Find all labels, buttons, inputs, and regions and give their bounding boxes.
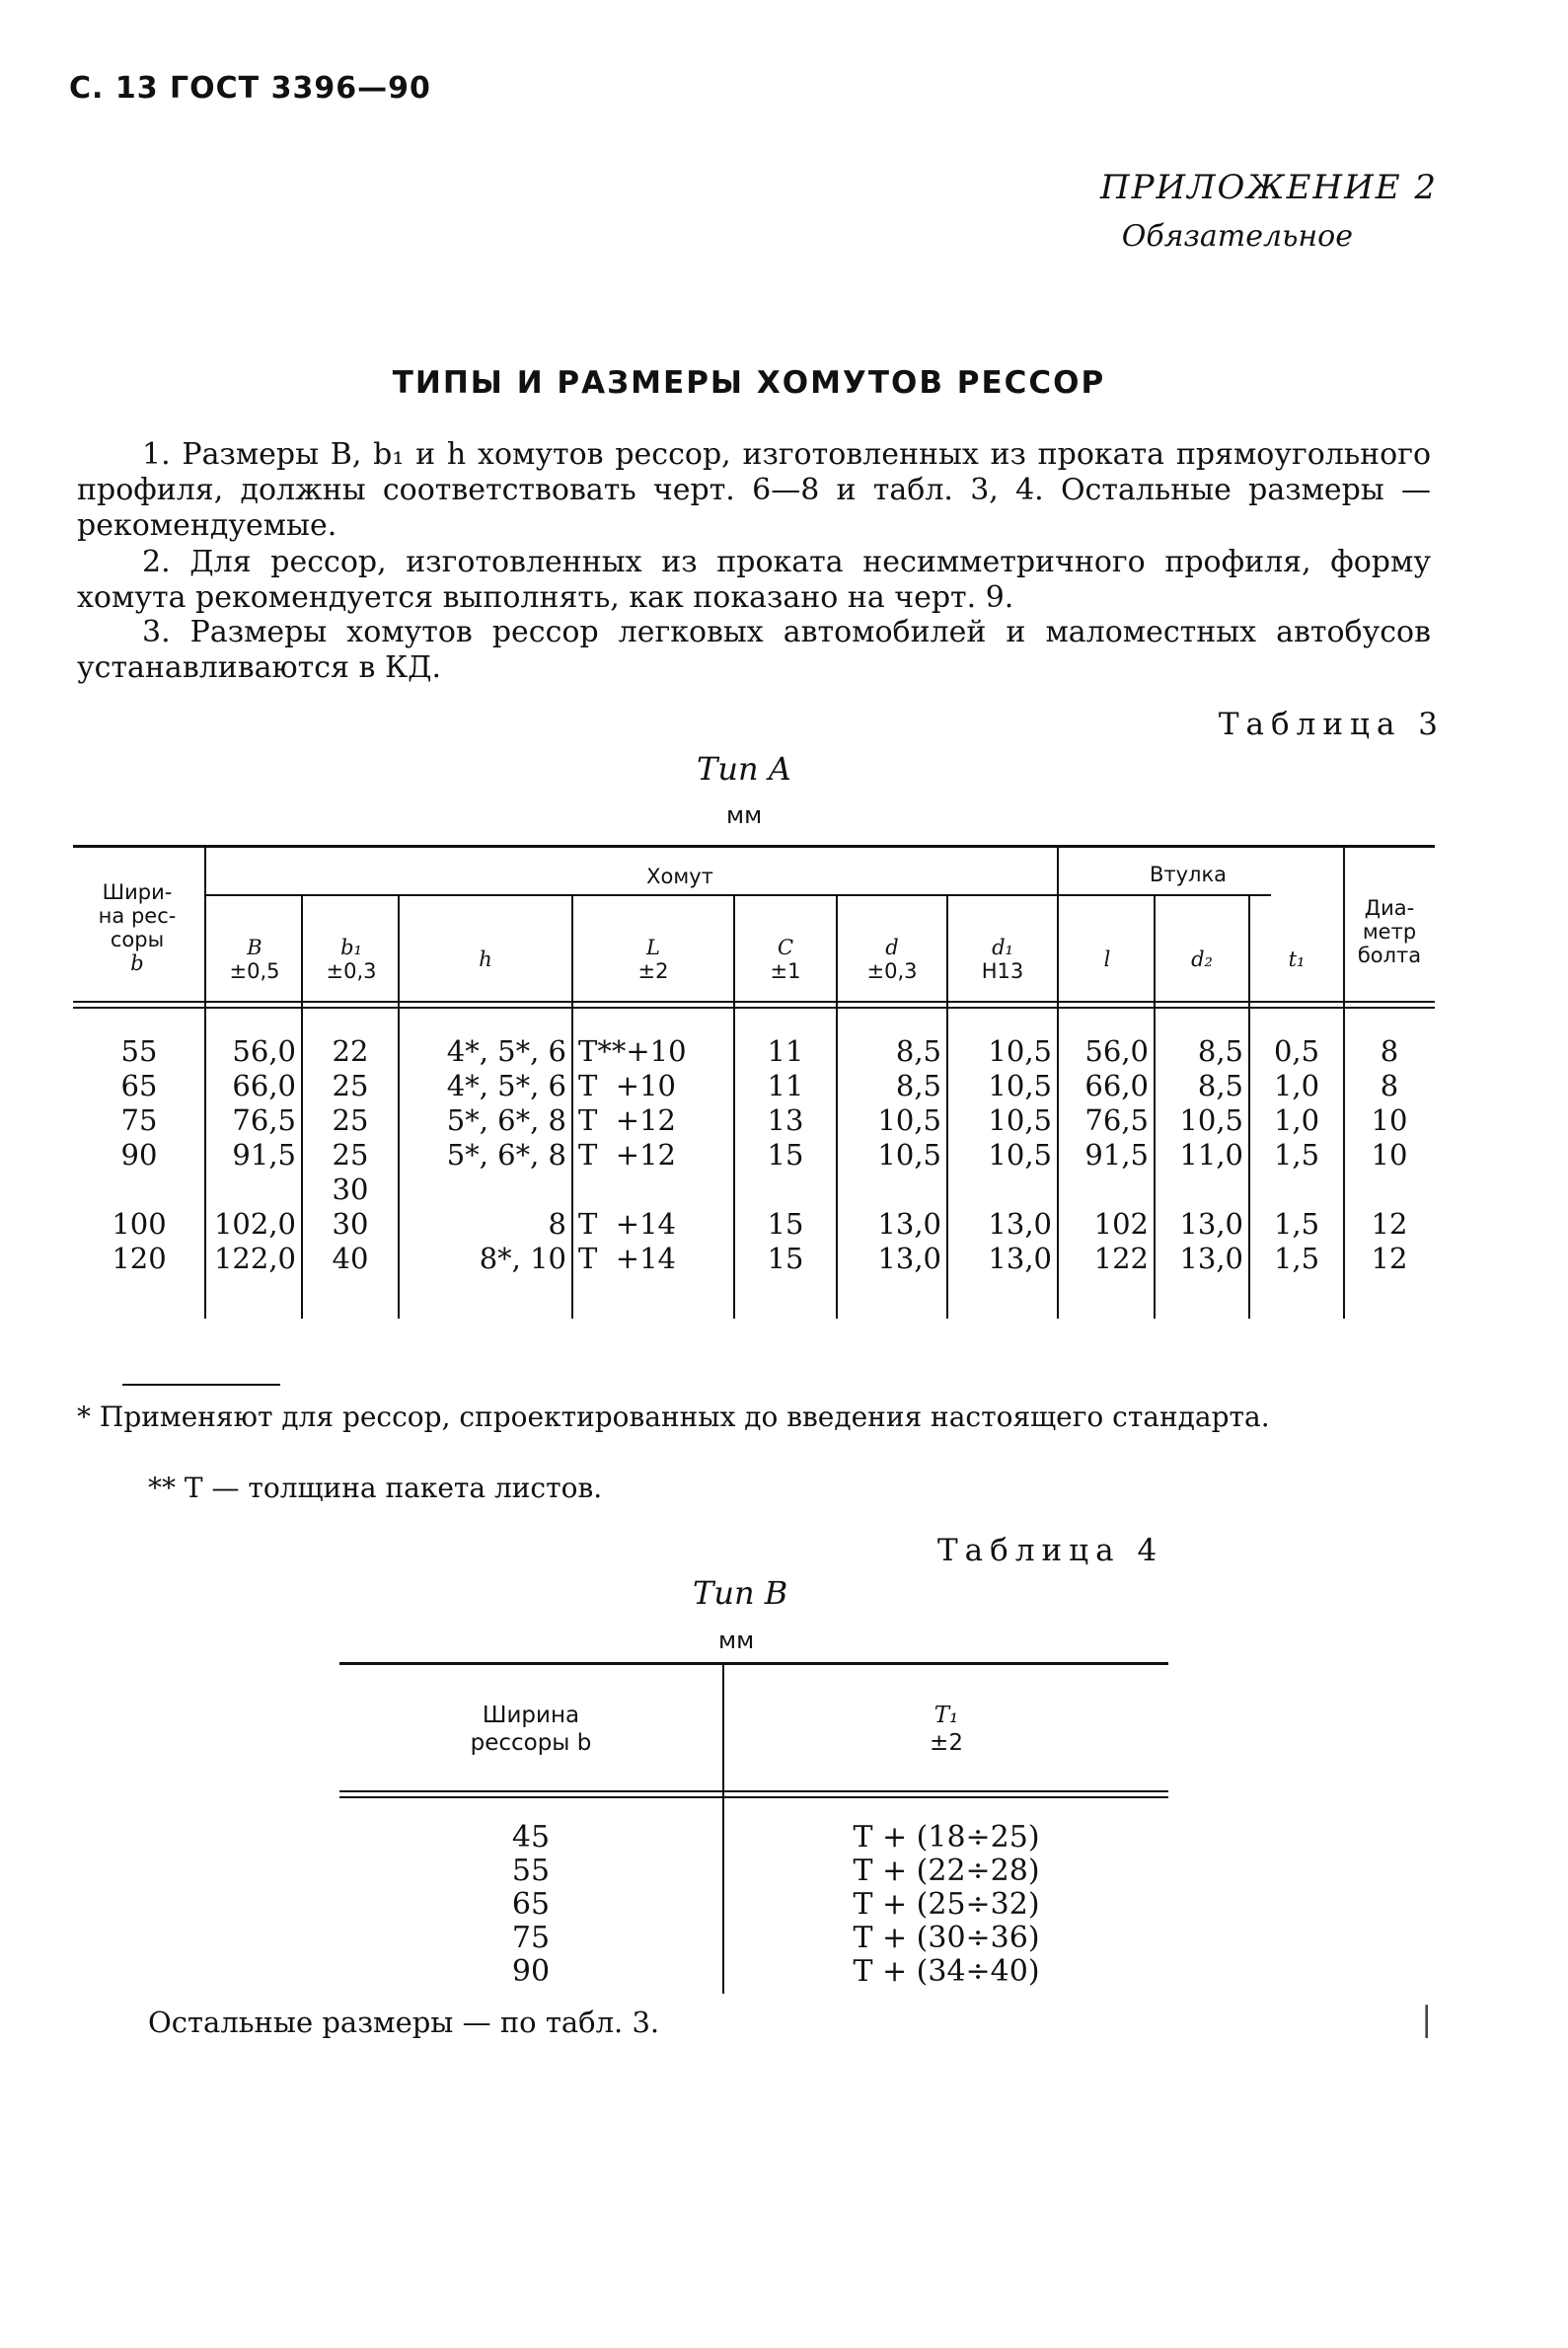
- table3-cell-b: 120: [112, 1242, 167, 1275]
- table3-cell-h: 5*, 6*, 8: [446, 1138, 566, 1172]
- header-C: C ±1: [770, 936, 801, 983]
- table3-units: мм: [726, 801, 763, 829]
- table3-cell-d2: 8,5: [1197, 1069, 1243, 1102]
- table3-cell-L: T +14: [578, 1207, 676, 1241]
- table3-cell-d2: 8,5: [1197, 1034, 1243, 1068]
- table3-cell-t1: 1,5: [1273, 1242, 1320, 1275]
- table3-cell-d: 13,0: [877, 1242, 941, 1275]
- header-T1: T₁ ±2: [930, 1703, 963, 1756]
- closing-note: Остальные размеры — по табл. 3.: [148, 2006, 660, 2039]
- header-d2: d₂: [1191, 947, 1213, 971]
- table4-cell-T1: T + (30÷36): [853, 1921, 1040, 1955]
- table3-cell-d2: 11,0: [1179, 1138, 1243, 1172]
- header-b1: b₁ ±0,3: [326, 936, 377, 983]
- header-B: B ±0,5: [229, 936, 280, 983]
- table-column-rule: [1154, 894, 1156, 1319]
- table3-cell-h: 8*, 10: [479, 1242, 566, 1275]
- table3-cell-t1: 1,5: [1273, 1138, 1320, 1172]
- table3-cell-h: 5*, 6*, 8: [446, 1103, 566, 1137]
- footnote-rule: [122, 1384, 280, 1386]
- table-column-rule: [733, 894, 735, 1319]
- table-column-rule: [1343, 845, 1345, 1319]
- table3-cell-b1: 25: [332, 1069, 369, 1102]
- table3-cell-d2: 13,0: [1179, 1242, 1243, 1275]
- table-column-rule: [301, 894, 303, 1319]
- table4-cell-T1: T + (25÷32): [853, 1887, 1040, 1922]
- table-rule: [339, 1662, 1168, 1665]
- table3-cell-d1: 13,0: [988, 1207, 1052, 1241]
- table3-cell-t1: 1,0: [1273, 1069, 1320, 1102]
- paragraph-2: 2. Для рессор, изготовленных из проката несимметричного профиля, форму хомута рекомендуется выполнять, как показано на черт. 9.: [77, 545, 1431, 615]
- table3-cell-l: 66,0: [1084, 1069, 1149, 1102]
- table3-cell-t1: 1,5: [1273, 1207, 1320, 1241]
- table3-cell-b: 90: [120, 1138, 158, 1172]
- table3-cell-d1: 10,5: [988, 1138, 1052, 1172]
- table-rule: [73, 1007, 1435, 1009]
- table4-cell-width: 90: [511, 1954, 551, 1989]
- table3-cell-d: 13,0: [877, 1207, 941, 1241]
- table3-cell-d2: 13,0: [1179, 1207, 1243, 1241]
- table3-cell-B: 122,0: [213, 1242, 296, 1275]
- table4-cell-T1: T + (22÷28): [853, 1854, 1040, 1888]
- table4-cell-T1: T + (34÷40): [853, 1954, 1040, 1989]
- table3-cell-d1: 10,5: [988, 1034, 1052, 1068]
- table3-cell-bolt: 10: [1371, 1138, 1408, 1172]
- header-l: l: [1103, 947, 1111, 971]
- page-header: С. 13 ГОСТ 3396—90: [69, 71, 431, 106]
- table3-cell-L: T +12: [578, 1103, 676, 1137]
- table-column-rule: [1057, 845, 1059, 1319]
- table3-cell-bolt: 12: [1371, 1207, 1408, 1241]
- table3-cell-C: 15: [767, 1207, 804, 1241]
- table-rule: [205, 894, 1271, 896]
- table3-type: Тип A: [697, 750, 791, 788]
- paragraph-1: 1. Размеры B, b₁ и h хомутов рессор, изготовленных из проката прямоугольного профиля, должны соответствовать черт. 6—8 и табл. 3, 4. Остальные размеры — рекомендуемые.: [77, 437, 1431, 543]
- table4-cell-width: 75: [511, 1921, 551, 1955]
- table3-cell-B: 76,5: [232, 1103, 296, 1137]
- appendix-title: ПРИЛОЖЕНИЕ 2: [1099, 168, 1438, 207]
- table3-cell-B: 102,0: [213, 1207, 296, 1241]
- table3-cell-C: 13: [767, 1103, 804, 1137]
- table3-cell-d2: 10,5: [1179, 1103, 1243, 1137]
- table-rule: [339, 1796, 1168, 1798]
- table3-cell-L: T +14: [578, 1242, 676, 1275]
- table3-cell-bolt: 8: [1380, 1034, 1399, 1068]
- table3-cell-b1: 30: [332, 1173, 369, 1206]
- table4-units: мм: [718, 1627, 755, 1654]
- table4-cell-width: 55: [511, 1854, 551, 1888]
- table3-cell-b: 65: [120, 1069, 158, 1102]
- table4-label: Таблица 4: [937, 1533, 1164, 1568]
- table-rule: [73, 1001, 1435, 1003]
- table4-cell-width: 65: [511, 1887, 551, 1922]
- table3-cell-C: 15: [767, 1242, 804, 1275]
- table3-cell-h: 4*, 5*, 6: [446, 1034, 566, 1068]
- table3-cell-b1: 22: [332, 1034, 369, 1068]
- table3-cell-h: 8: [548, 1207, 566, 1241]
- table3-cell-d: 10,5: [877, 1138, 941, 1172]
- table-column-rule: [1248, 894, 1250, 1319]
- header-d1: d₁ H13: [981, 936, 1024, 983]
- table-column-rule: [836, 894, 838, 1319]
- table-rule: [73, 845, 1435, 848]
- table3-cell-C: 15: [767, 1138, 804, 1172]
- header-d: d ±0,3: [866, 936, 918, 983]
- appendix-status: Обязательное: [1121, 219, 1353, 254]
- table3-cell-l: 122: [1093, 1242, 1149, 1275]
- header-h: h: [479, 947, 492, 971]
- table3-cell-B: 56,0: [232, 1034, 296, 1068]
- table-rule: [339, 1790, 1168, 1792]
- table3-cell-C: 11: [767, 1069, 804, 1102]
- table3-cell-h: 4*, 5*, 6: [446, 1069, 566, 1102]
- table3-cell-d1: 10,5: [988, 1069, 1052, 1102]
- header-width: Шири- на рес- соры b: [98, 880, 177, 975]
- table3-cell-d1: 10,5: [988, 1103, 1052, 1137]
- table3-cell-L: T +12: [578, 1138, 676, 1172]
- table3-cell-bolt: 10: [1371, 1103, 1408, 1137]
- table-column-rule: [571, 894, 573, 1319]
- table-column-rule: [204, 845, 206, 1319]
- table3-cell-b: 55: [120, 1034, 158, 1068]
- table-column-rule: [946, 894, 948, 1319]
- table3-cell-B: 66,0: [232, 1069, 296, 1102]
- table3-cell-L: T**+10: [578, 1034, 687, 1068]
- table3-cell-t1: 0,5: [1273, 1034, 1320, 1068]
- table3-cell-l: 102: [1093, 1207, 1149, 1241]
- footnote-1: * Применяют для рессор, спроектированных до введения настоящего стандарта.: [77, 1401, 1270, 1433]
- table3-cell-l: 91,5: [1084, 1138, 1149, 1172]
- table3-label: Таблица 3: [1218, 707, 1445, 742]
- table3-cell-L: T +10: [578, 1069, 676, 1102]
- table4-cell-T1: T + (18÷25): [853, 1820, 1040, 1855]
- table3-cell-b1: 30: [332, 1207, 369, 1241]
- table3-cell-b: 100: [112, 1207, 167, 1241]
- table-column-rule: [398, 894, 400, 1319]
- table3-cell-bolt: 12: [1371, 1242, 1408, 1275]
- table3-cell-d1: 13,0: [988, 1242, 1052, 1275]
- footnote-2: ** T — толщина пакета листов.: [148, 1472, 603, 1504]
- table3-cell-b: 75: [120, 1103, 158, 1137]
- header-t1: t₁: [1288, 947, 1306, 971]
- header-L: L ±2: [637, 936, 669, 983]
- table3-cell-b1: 25: [332, 1103, 369, 1137]
- section-title: ТИПЫ И РАЗМЕРЫ ХОМУТОВ РЕССОР: [392, 365, 1106, 401]
- table3-cell-C: 11: [767, 1034, 804, 1068]
- table3-cell-d: 8,5: [895, 1034, 941, 1068]
- group-clamp: Хомут: [646, 865, 713, 888]
- table3-cell-d: 8,5: [895, 1069, 941, 1102]
- table3-cell-l: 56,0: [1084, 1034, 1149, 1068]
- table3-cell-l: 76,5: [1084, 1103, 1149, 1137]
- table3-cell-t1: 1,0: [1273, 1103, 1320, 1137]
- header-bolt: Диа- метр болта: [1357, 896, 1422, 967]
- header-width: Ширина рессоры b: [470, 1703, 592, 1756]
- table4-cell-width: 45: [511, 1820, 551, 1855]
- table4-type: Тип B: [693, 1574, 788, 1612]
- table3-cell-b1: 40: [332, 1242, 369, 1275]
- table3-cell-b1: 25: [332, 1138, 369, 1172]
- paragraph-3: 3. Размеры хомутов рессор легковых автомобилей и маломестных автобусов устанавливаются в КД.: [77, 615, 1431, 685]
- table3-cell-bolt: 8: [1380, 1069, 1399, 1102]
- group-bushing: Втулка: [1149, 863, 1228, 886]
- table3-cell-B: 91,5: [232, 1138, 296, 1172]
- table3-cell-d: 10,5: [877, 1103, 941, 1137]
- scan-mark: |: [1421, 2000, 1433, 2039]
